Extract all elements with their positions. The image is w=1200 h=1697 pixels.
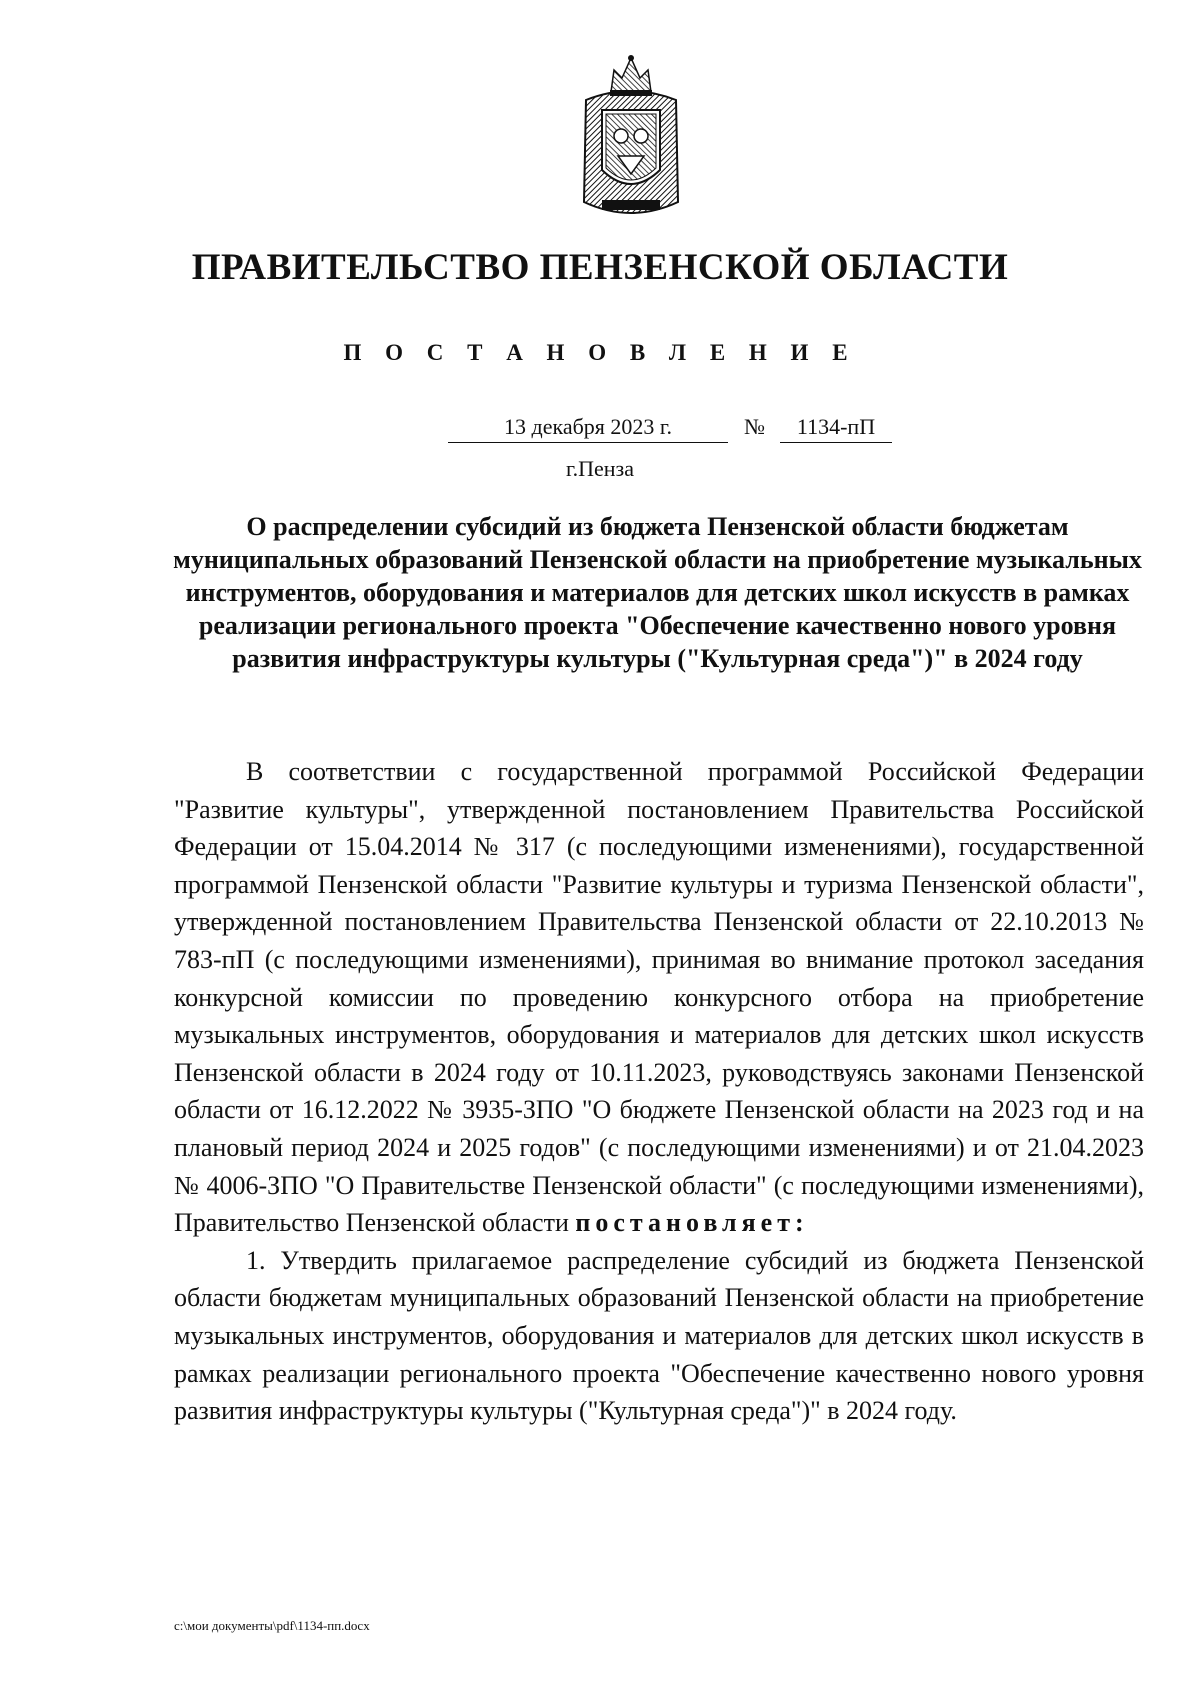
document-type: П О С Т А Н О В Л Е Н И Е	[343, 340, 857, 365]
file-path-footer: c:\мои документы\pdf\1134-пп.docx	[174, 1618, 370, 1633]
document-body	[174, 753, 1144, 1430]
government-title: ПРАВИТЕЛЬСТВО ПЕНЗЕНСКОЙ ОБЛАСТИ	[191, 247, 1009, 288]
resolves-word: постановляет:	[575, 1208, 809, 1238]
date-number-line	[0, 414, 1200, 448]
preamble-paragraph	[174, 753, 1144, 1242]
item-1-paragraph: 1. Утвердить прилагаемое распределение субсидий из бюджета Пензенской области бюджетам муниципальных образований Пензенской области на приобретение музыкальных инструментов, оборудования и материалов для детских школ искусств в рамках реализации регионального проекта "Обеспечение качественно нового уровня развития инфраструктуры культуры ("Культурная среда")" в 2024 году.	[174, 1245, 1144, 1426]
number-sign: №	[744, 414, 765, 439]
city: г.Пенза	[566, 456, 634, 481]
coat-of-arms-icon	[566, 52, 696, 222]
document-number: 1134-пП	[780, 414, 892, 443]
preamble-text: В соответствии с государственной программой Российской Федерации "Развитие культуры", утвержденной постановлением Правительства Российской Федерации от 15.04.2014 № 317 (с последующими изменениями), государственной программой Пензенской области "Развитие культуры и туризма Пензенской области", утвержденной постановлением Правительства Пензенской области от 22.10.2013 № 783-пП (с последующими изменениями), принимая во внимание протокол заседания конкурсной комиссии по проведению конкурсного отбора на приобретение музыкальных инструментов, оборудования и материалов для детских школ искусств Пензенской области в 2024 году от 10.11.2023, руководствуясь законами Пензенской области от 16.12.2022 № 3935-ЗПО "О бюджете Пензенской области на 2023 год и на плановый период 2024 и 2025 годов" (с последующими изменениями) и от 21.04.2023 № 4006-ЗПО "О Правительстве Пензенской области" (с последующими изменениями), Правительство Пензенской области	[174, 757, 1144, 1238]
document-subject: О распределении субсидий из бюджета Пензенской области бюджетам муниципальных образований Пензенской области на приобретение музыкальных инструментов, оборудования и материалов для детских школ искусств в рамках реализации регионального проекта "Обеспечение качественно нового уровня развития инфраструктуры культуры ("Культурная среда")" в 2024 году	[173, 512, 1142, 673]
document-date: 13 декабря 2023 г.	[448, 414, 728, 443]
